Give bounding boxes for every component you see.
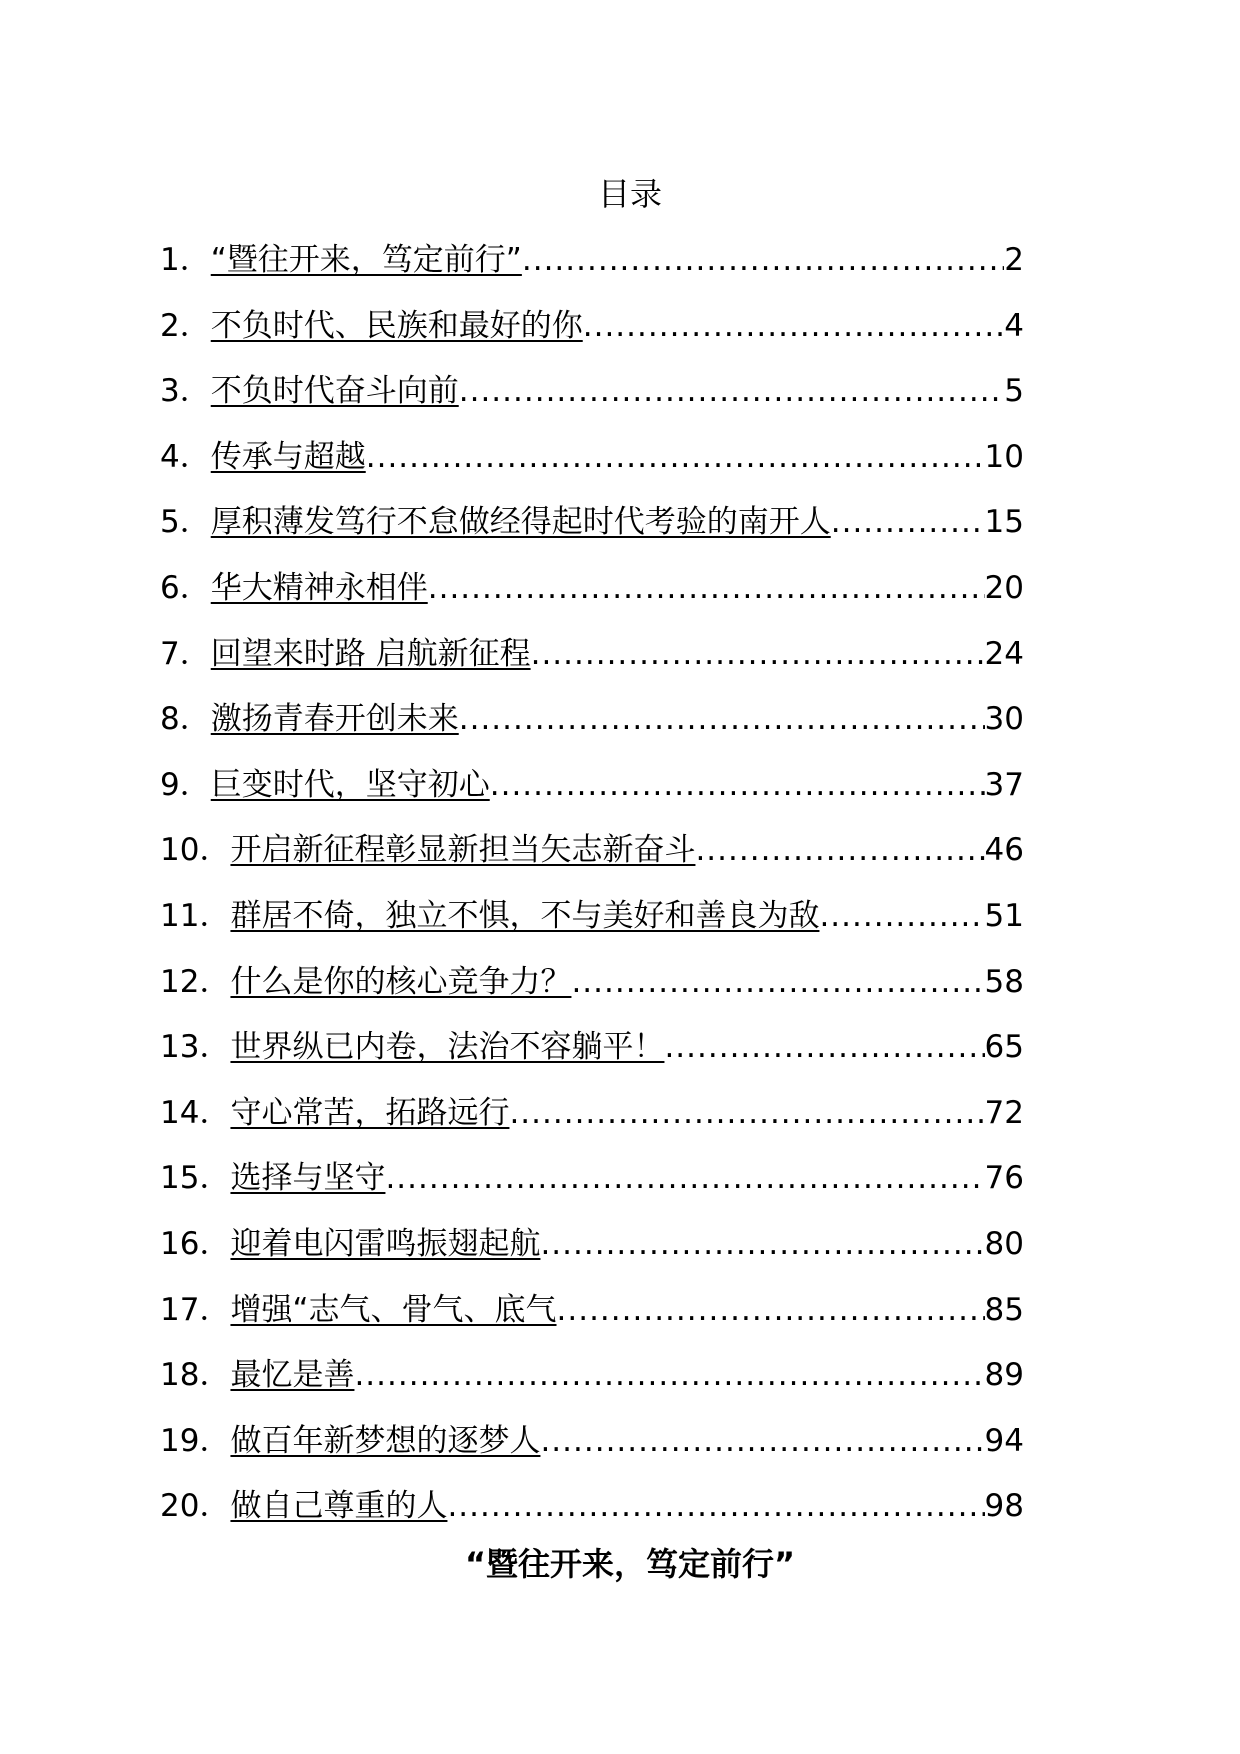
toc-entry [160,1222,1024,1288]
section-heading: “暨往开来，笃定前行” [464,1545,796,1583]
toc-entry-page: 94 [984,1422,1024,1459]
toc-entry-number: 12． [160,963,231,1000]
toc-entry [160,1156,1024,1222]
toc-entry-number: 18． [160,1357,231,1394]
toc-dot-leader [385,1156,984,1200]
toc-entry-page: 58 [984,963,1024,1000]
toc-title: 目录 [597,175,662,213]
toc-dot-leader [509,1091,984,1135]
toc-entry-page: 89 [984,1357,1024,1394]
toc-entry-page: 98 [984,1488,1024,1525]
toc-entry [160,763,1024,829]
toc-entry-page: 24 [984,635,1024,672]
toc-entry-link[interactable]: 厚积薄发笃行不怠做经得起时代考验的南开人 [210,504,831,541]
toc-entry-link[interactable]: 迎着电闪雷鸣振翅起航 [230,1225,541,1262]
toc-list [160,238,1024,1550]
toc-entry-number: 19． [160,1422,231,1459]
toc-dot-leader [540,1222,984,1266]
toc-dot-leader [366,435,985,479]
toc-entry-link[interactable]: 传承与超越 [210,438,366,475]
toc-entry [160,435,1024,501]
toc-entry [160,566,1024,632]
toc-entry-link[interactable]: 增强“志气、骨气、底气 [230,1291,557,1328]
toc-entry [160,369,1024,435]
toc-entry-page: 37 [984,766,1024,803]
toc-entry [160,304,1024,370]
toc-entry-page: 10 [984,438,1024,475]
toc-entry-link[interactable]: 开启新征程彰显新担当矢志新奋斗 [230,832,696,869]
toc-dot-leader [459,369,1005,413]
toc-entry [160,894,1024,960]
toc-dot-leader [428,566,985,610]
toc-entry-number: 14． [160,1094,231,1131]
toc-entry-number: 6． [160,569,211,606]
toc-entry-number: 5． [160,504,211,541]
toc-entry-link[interactable]: 群居不倚，独立不惧，不与美好和善良为敌 [230,897,820,934]
toc-entry [160,1353,1024,1419]
toc-dot-leader [522,238,1004,282]
toc-entry-link[interactable]: 守心常苦，拓路远行 [230,1094,510,1131]
toc-entry-number: 8． [160,701,211,738]
toc-entry-link[interactable]: 世界纵已内卷，法治不容躺平！ [230,1029,665,1066]
toc-dot-leader [831,500,985,544]
toc-entry-page: 80 [984,1225,1024,1262]
toc-entry-link[interactable]: 华大精神永相伴 [210,569,428,606]
toc-dot-leader [531,632,985,676]
toc-entry-page: 72 [984,1094,1024,1131]
toc-entry-link[interactable]: “暨往开来，笃定前行” [210,242,522,278]
toc-dot-leader [557,1288,985,1332]
toc-entry-number: 15． [160,1160,231,1197]
toc-entry-link[interactable]: 不负时代奋斗向前 [210,373,459,410]
toc-dot-leader [583,304,1005,348]
toc-entry-number: 2． [160,307,211,344]
toc-entry-number: 17． [160,1291,231,1328]
toc-entry-number: 9． [160,766,211,803]
toc-entry-number: 10． [160,832,231,869]
toc-entry-number: 11． [160,897,231,934]
toc-entry-number: 3． [160,373,211,410]
toc-dot-leader [695,828,984,872]
toc-entry-page: 5 [1004,373,1024,410]
toc-dot-leader [664,1025,984,1069]
toc-dot-leader [819,894,984,938]
toc-entry [160,697,1024,763]
toc-entry-page: 46 [984,832,1024,869]
toc-entry-page: 51 [984,897,1024,934]
toc-entry-page: 20 [984,569,1024,606]
toc-entry-page: 76 [984,1160,1024,1197]
toc-entry-number: 4． [160,438,211,475]
toc-dot-leader [459,697,985,741]
toc-entry-number: 1． [160,242,211,278]
toc-entry-number: 20． [160,1488,231,1525]
toc-entry-link[interactable]: 做百年新梦想的逐梦人 [230,1422,541,1459]
toc-entry [160,960,1024,1026]
toc-entry [160,500,1024,566]
toc-entry [160,1288,1024,1354]
toc-entry-number: 7． [160,635,211,672]
toc-entry [160,238,1024,304]
toc-entry-link[interactable]: 激扬青春开创未来 [210,701,459,738]
toc-entry-number: 16． [160,1225,231,1262]
toc-dot-leader [540,1419,984,1463]
toc-entry-link[interactable]: 巨变时代，坚守初心 [210,766,490,803]
toc-entry-number: 13． [160,1029,231,1066]
toc-entry-link[interactable]: 最忆是善 [230,1357,355,1394]
toc-entry-page: 2 [1004,242,1024,278]
toc-entry-link[interactable]: 做自己尊重的人 [230,1488,448,1525]
toc-entry-page: 85 [984,1291,1024,1328]
toc-entry-link[interactable]: 什么是你的核心竞争力？ [230,963,572,1000]
toc-entry [160,1091,1024,1157]
toc-entry [160,1025,1024,1091]
toc-entry-page: 65 [984,1029,1024,1066]
toc-entry-page: 30 [984,701,1024,738]
toc-entry [160,1419,1024,1485]
toc-dot-leader [447,1484,984,1528]
toc-dot-leader [571,960,984,1004]
toc-entry-page: 15 [984,504,1024,541]
toc-entry-link[interactable]: 不负时代、民族和最好的你 [210,307,583,344]
toc-entry-page: 4 [1004,307,1024,344]
toc-entry [160,828,1024,894]
toc-entry [160,632,1024,698]
toc-entry-link[interactable]: 选择与坚守 [230,1160,386,1197]
toc-dot-leader [354,1353,984,1397]
toc-entry-link[interactable]: 回望来时路 启航新征程 [210,635,531,672]
toc-entry [160,1484,1024,1550]
toc-dot-leader [490,763,985,807]
